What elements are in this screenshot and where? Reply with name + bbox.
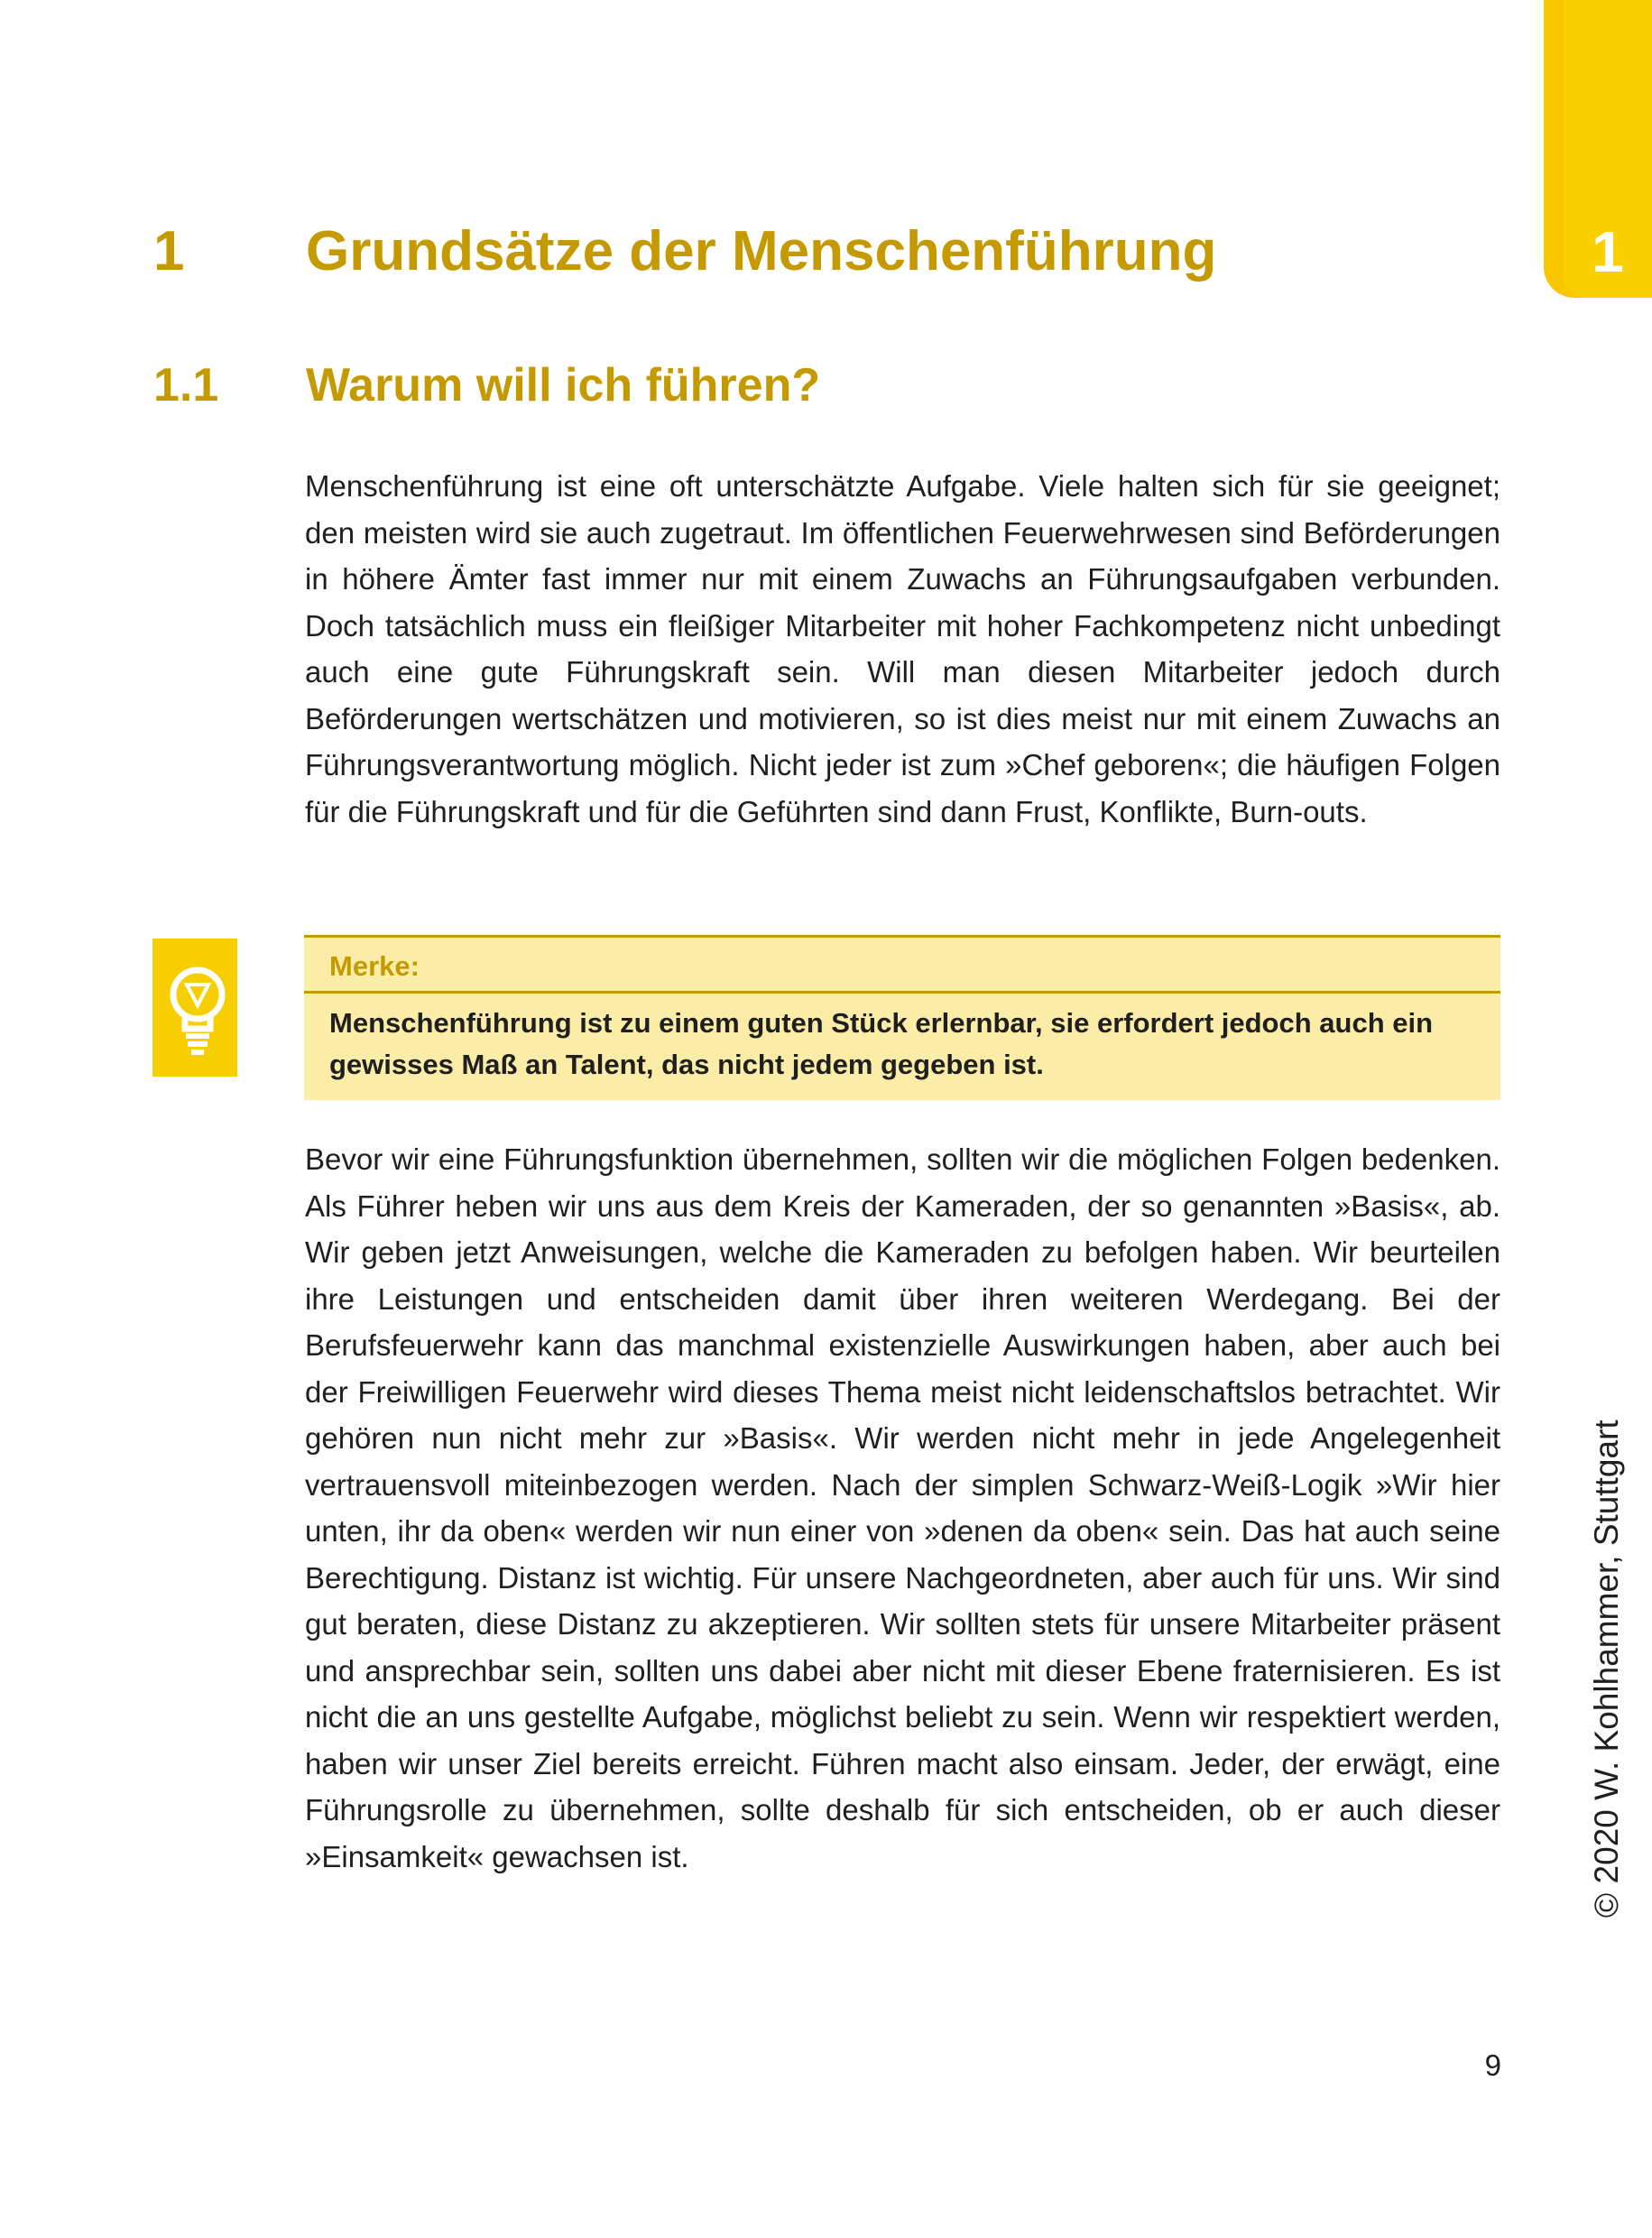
page-number: 9	[1484, 2048, 1501, 2082]
section-title: Warum will ich führen?	[306, 359, 821, 412]
chapter-tab-number: 1	[1592, 219, 1624, 284]
body-paragraph-1: Menschenführung ist eine oft unterschätzte Aufgabe. Viele halten sich für sie geeignet; den meisten wird sie auch zugetraut. Im öffentlichen Feuerwehrwesen sind Beförderungen in höhere Ämter fast immer nur mit einem Zuwachs an Führungsaufgaben verbunden. Doch tatsächlich muss ein fleißiger Mitarbeiter mit hoher Fachkompetenz nicht unbedingt auch eine gute Führungskraft sein. Will man diesen Mitarbeiter jedoch durch Beförderungen wertschätzen und motivieren, so ist dies meist nur mit einem Zuwachs an Führungsverantwortung möglich. Nicht jeder ist zum »Chef geboren«; die häufigen Folgen für die Führungskraft und für die Geführten sind dann Frust, Konflikte, Burn-outs.	[305, 469, 1500, 828]
merke-title: Merke:	[329, 950, 420, 982]
copyright-notice: © 2020 W. Kohlhammer, Stuttgart	[1588, 1420, 1625, 1918]
chapter-title: Grundsätze der Menschenführung	[306, 220, 1217, 282]
merke-header	[304, 938, 1500, 994]
merke-box	[304, 935, 1500, 1100]
chapter-number: 1	[153, 220, 185, 282]
lightbulb-icon	[152, 939, 237, 1077]
body-paragraph-2: Bevor wir eine Führungsfunktion übernehmen, sollten wir die möglichen Folgen bedenken. Als Führer heben wir uns aus dem Kreis der Kameraden, der so genannten »Basis«, ab. Wir geben jetzt Anweisungen, welche die Kameraden zu befolgen haben. Wir beurteilen ihre Leistungen und entscheiden damit über ihren weiteren Werdegang. Bei der Berufsfeuerwehr kann das manchmal existenzielle Auswirkungen haben, aber auch bei der Freiwilligen Feuerwehr wird dieses Thema meist nicht leidenschaftslos betrachtet. Wir gehören nun nicht mehr zur »Basis«. Wir werden nicht mehr in jede Angelegenheit vertrauensvoll miteinbezogen werden. Nach der simplen Schwarz-Weiß-Logik »Wir hier unten, ihr da oben« werden wir nun einer von »denen da oben« sein. Das hat auch seine Berechtigung. Distanz ist wichtig. Für unsere Nachgeordneten, aber auch für uns. Wir sind gut beraten, diese Distanz zu akzeptieren. Wir sollten stets für unsere Mitarbeiter präsent und ansprechbar sein, sollten uns dabei aber nicht mit dieser Ebene fraternisieren. Es ist nicht die an uns gestellte Aufgabe, möglichst beliebt zu sein. Wenn wir respektiert werden, haben wir unser Ziel bereits erreicht. Führen macht also einsam. Jeder, der erwägt, eine Führungsrolle zu übernehmen, sollte deshalb für sich entscheiden, ob er auch dieser »Einsamkeit« gewachsen ist.	[305, 1142, 1500, 1873]
section-number: 1.1	[153, 359, 219, 412]
merke-text: Menschenführung ist zu einem guten Stück erlernbar, sie erfordert jedoch auch ein gewisses Maß an Talent, das nicht jedem gegeben ist.	[329, 1007, 1434, 1080]
